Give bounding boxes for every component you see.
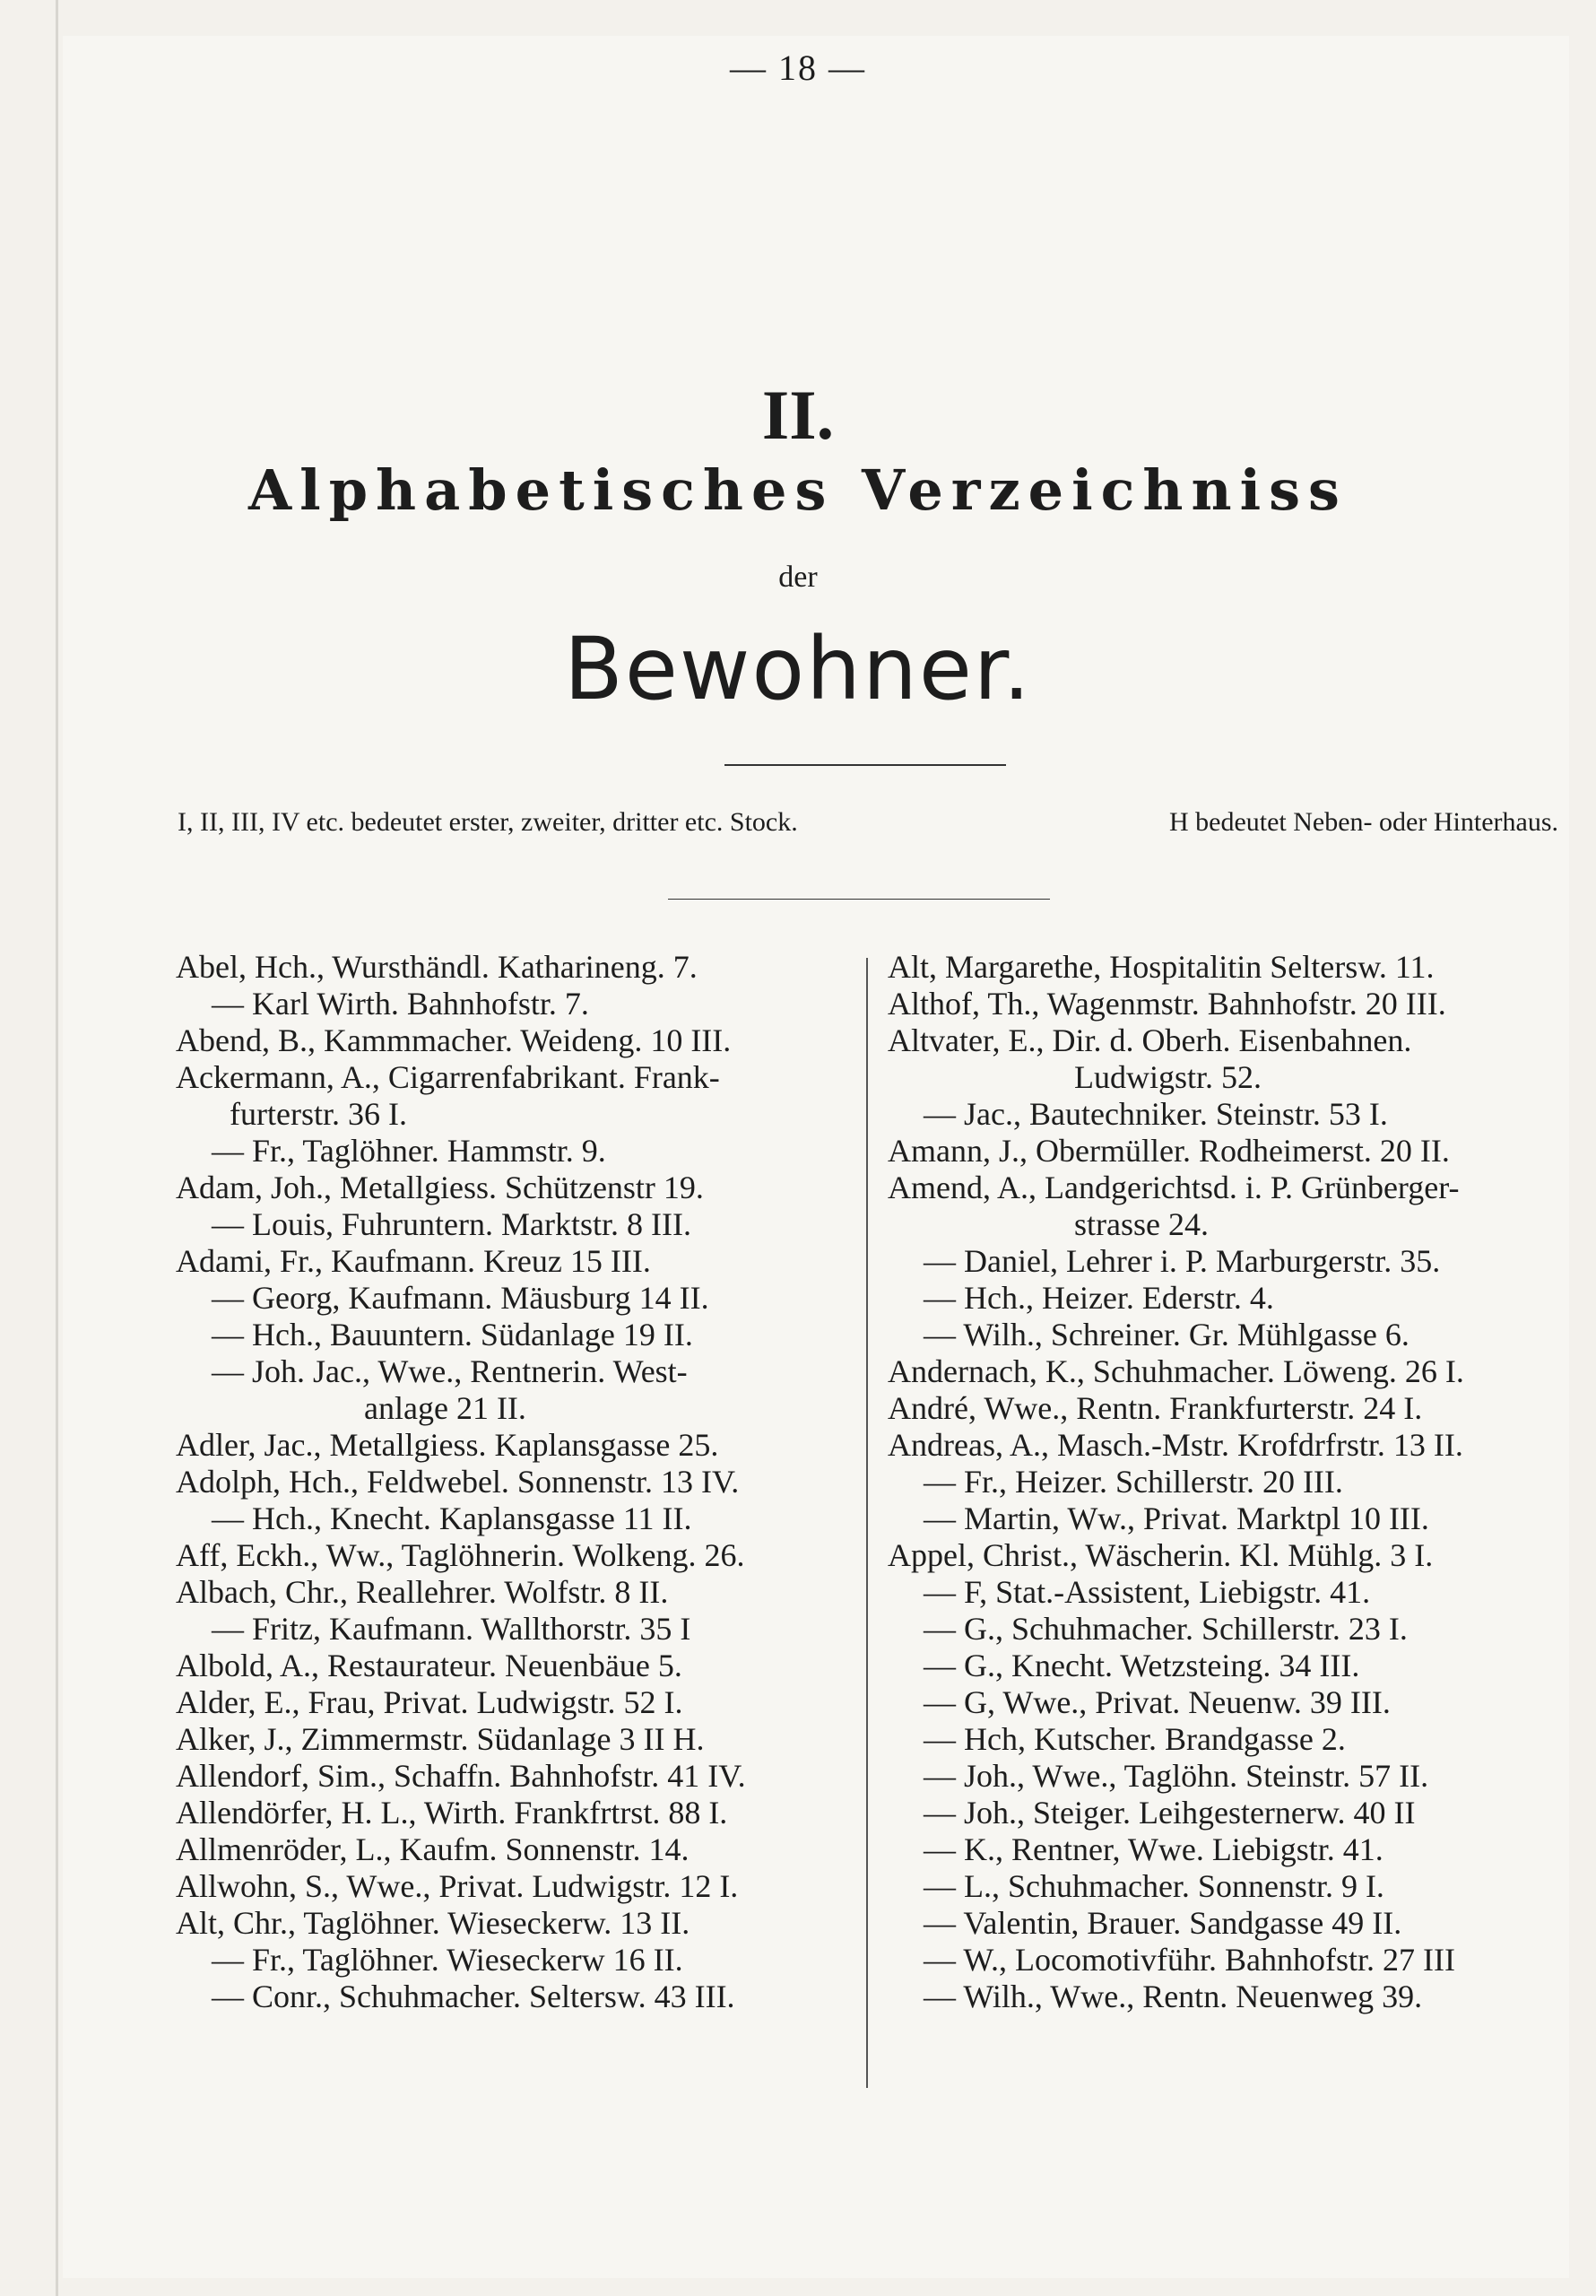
list-item: Allmenröder, L., Kaufm. Sonnenstr. 14. (176, 1831, 690, 1867)
list-item: — Wilh., Wwe., Rentn. Neuenweg 39. (924, 1979, 1423, 2014)
list-item: Alker, J., Zimmermstr. Südanlage 3 II H. (176, 1721, 705, 1757)
list-item: — Hch., Knecht. Kaplansgasse 11 II. (212, 1500, 692, 1536)
list-item: Ackermann, A., Cigarrenfabrikant. Frank- (176, 1059, 720, 1095)
legend-rear: H bedeutet Neben- oder Hinterhaus. (1168, 807, 1558, 837)
list-item: — Hch., Bauuntern. Südanlage 19 II. (212, 1317, 693, 1352)
section-number: II. (761, 376, 835, 454)
list-item: — Hch., Heizer. Ederstr. 4. (924, 1280, 1274, 1316)
legend-rule (668, 899, 1050, 900)
list-item: Adami, Fr., Kaufmann. Kreuz 15 III. (176, 1243, 651, 1279)
list-item: Altvater, E., Dir. d. Oberh. Eisenbahnen. (888, 1022, 1412, 1058)
list-item: — L., Schuhmacher. Sonnenstr. 9 I. (924, 1868, 1384, 1904)
list-item: — Fr., Taglöhner. Wieseckerw 16 II. (212, 1942, 683, 1978)
right-column (888, 949, 1551, 2015)
list-item: Ludwigstr. 52. (1074, 1059, 1262, 1095)
list-item: Aff, Eckh., Ww., Taglöhnerin. Wolkeng. 26. (176, 1537, 745, 1573)
list-item: — Joh., Wwe., Taglöhn. Steinstr. 57 II. (924, 1758, 1429, 1794)
list-item: Adam, Joh., Metallgiess. Schützenstr 19. (176, 1170, 704, 1205)
list-item: — F, Stat.-Assistent, Liebigstr. 41. (924, 1574, 1371, 1610)
list-item: Abend, B., Kammmacher. Weideng. 10 III. (176, 1022, 732, 1058)
list-item: — Fritz, Kaufmann. Wallthorstr. 35 I (212, 1611, 691, 1647)
page-number: — 18 — (730, 48, 866, 88)
list-item: — G, Wwe., Privat. Neuenw. 39 III. (924, 1684, 1391, 1720)
legend-floors: I, II, III, IV etc. bedeutet erster, zweiter, dritter etc. Stock. (178, 807, 798, 837)
title-rule (724, 764, 1006, 766)
binding-edge (56, 0, 58, 2296)
list-item: strasse 24. (1074, 1206, 1209, 1242)
list-item: Albold, A., Restaurateur. Neuenbäue 5. (176, 1648, 682, 1683)
list-item: anlage 21 II. (364, 1390, 526, 1426)
title-line-2: Bewohner. (563, 619, 1033, 719)
left-column (176, 949, 839, 2015)
list-item: furterstr. 36 I. (230, 1096, 407, 1132)
list-item: Althof, Th., Wagenmstr. Bahnhofstr. 20 III. (888, 986, 1446, 1022)
list-item: Adler, Jac., Metallgiess. Kaplansgasse 25. (176, 1427, 719, 1463)
title-line-1: Alphabetisches Verzeichniss (248, 457, 1348, 523)
list-item: Allendörfer, H. L., Wirth. Frankfrtrst. 88 I. (176, 1795, 728, 1831)
list-item: — K., Rentner, Wwe. Liebigstr. 41. (924, 1831, 1383, 1867)
list-item: — Conr., Schuhmacher. Seltersw. 43 III. (212, 1979, 735, 2014)
list-item: Alder, E., Frau, Privat. Ludwigstr. 52 I. (176, 1684, 683, 1720)
list-item: — Joh., Steiger. Leihgesternerw. 40 II (924, 1795, 1416, 1831)
list-item: Alt, Margarethe, Hospitalitin Seltersw. 11. (888, 949, 1435, 985)
list-item: Abel, Hch., Wursthändl. Katharineng. 7. (176, 949, 698, 985)
list-item: — Hch, Kutscher. Brandgasse 2. (924, 1721, 1346, 1757)
list-item: — W., Locomotivführ. Bahnhofstr. 27 III (924, 1942, 1455, 1978)
list-item: André, Wwe., Rentn. Frankfurterstr. 24 I. (888, 1390, 1423, 1426)
list-item: Andernach, K., Schuhmacher. Löweng. 26 I. (888, 1353, 1464, 1389)
list-item: — Karl Wirth. Bahnhofstr. 7. (212, 986, 589, 1022)
list-item: — Valentin, Brauer. Sandgasse 49 II. (924, 1905, 1402, 1941)
list-item: — Fr., Taglöhner. Hammstr. 9. (212, 1133, 606, 1169)
list-item: Alt, Chr., Taglöhner. Wieseckerw. 13 II. (176, 1905, 690, 1941)
list-item: — G., Knecht. Wetzsteing. 34 III. (924, 1648, 1360, 1683)
list-item: Adolph, Hch., Feldwebel. Sonnenstr. 13 IV. (176, 1464, 740, 1500)
legend (178, 807, 1558, 838)
list-item: Amann, J., Obermüller. Rodheimerst. 20 II. (888, 1133, 1450, 1169)
list-item: — Jac., Bautechniker. Steinstr. 53 I. (924, 1096, 1388, 1132)
list-item: Albach, Chr., Reallehrer. Wolfstr. 8 II. (176, 1574, 669, 1610)
list-item: — G., Schuhmacher. Schillerstr. 23 I. (924, 1611, 1408, 1647)
list-item: Appel, Christ., Wäscherin. Kl. Mühlg. 3 I. (888, 1537, 1434, 1573)
list-item: — Fr., Heizer. Schillerstr. 20 III. (924, 1464, 1343, 1500)
list-item: — Martin, Ww., Privat. Marktpl 10 III. (924, 1500, 1429, 1536)
list-item: — Georg, Kaufmann. Mäusburg 14 II. (212, 1280, 709, 1316)
title-der: der (778, 561, 818, 594)
list-item: Amend, A., Landgerichtsd. i. P. Grünberger- (888, 1170, 1460, 1205)
list-item: Andreas, A., Masch.-Mstr. Krofdrfrstr. 13 II. (888, 1427, 1463, 1463)
list-item: — Daniel, Lehrer i. P. Marburgerstr. 35. (924, 1243, 1441, 1279)
list-item: Allendorf, Sim., Schaffn. Bahnhofstr. 41 IV. (176, 1758, 746, 1794)
column-divider (866, 958, 868, 2088)
list-item: — Louis, Fuhruntern. Marktstr. 8 III. (212, 1206, 691, 1242)
list-item: Allwohn, S., Wwe., Privat. Ludwigstr. 12 I. (176, 1868, 739, 1904)
list-item: — Joh. Jac., Wwe., Rentnerin. West- (212, 1353, 688, 1389)
list-item: — Wilh., Schreiner. Gr. Mühlgasse 6. (924, 1317, 1410, 1352)
